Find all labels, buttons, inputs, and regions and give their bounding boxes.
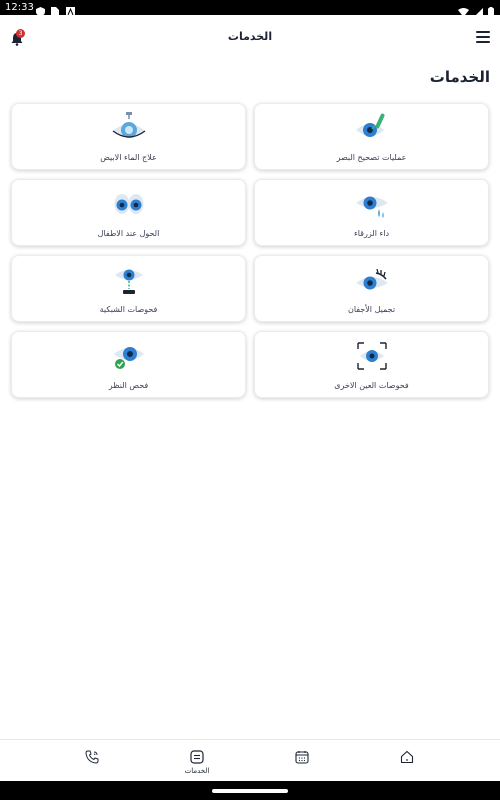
hamburger-icon-line [476, 31, 490, 33]
service-label: عمليات تصحيح البصر [336, 153, 407, 162]
service-label: فحوصات الشبكية [99, 305, 158, 314]
system-navigation-bar [0, 781, 500, 800]
service-label: فحوصات العين الاخرى [334, 381, 409, 390]
service-card-other-exams[interactable] [254, 331, 489, 398]
eye-check-icon [111, 339, 147, 373]
nav-call[interactable] [62, 740, 122, 782]
eye-glaucoma-icon [354, 187, 390, 221]
service-label: داء الزرقاء [353, 229, 390, 238]
service-card-strabismus[interactable] [11, 179, 246, 246]
menu-button[interactable] [476, 31, 490, 45]
service-label: فحص النظر [108, 381, 149, 390]
service-card-eyelid[interactable] [254, 255, 489, 322]
status-time: 12:33 [5, 2, 34, 13]
home-gesture-handle[interactable] [212, 789, 288, 793]
eyes-strabismus-icon [111, 187, 147, 221]
service-card-cataract[interactable] [11, 103, 246, 170]
service-card-vision-test[interactable] [11, 331, 246, 398]
service-label: علاج الماء الابيض [100, 153, 157, 162]
service-card-retina[interactable] [11, 255, 246, 322]
nav-home[interactable] [377, 740, 437, 782]
calendar-icon [295, 750, 309, 764]
nav-appointments[interactable] [272, 740, 332, 782]
font-icon [66, 2, 75, 12]
sim-icon [51, 2, 60, 12]
hamburger-icon-line [476, 41, 490, 43]
eye-scan-icon [354, 339, 390, 373]
nav-services[interactable] [167, 740, 227, 782]
page-title: الخدمات [429, 68, 490, 86]
app-bar-title: الخدمات [227, 30, 273, 43]
shield-icon [36, 2, 45, 12]
eye-laser-icon [354, 111, 390, 145]
service-label: تجميل الأجفان [347, 305, 396, 314]
status-bar [0, 0, 500, 15]
notification-badge: 3 [16, 29, 25, 38]
service-card-glaucoma[interactable] [254, 179, 489, 246]
hamburger-icon-line [476, 36, 490, 38]
eyelid-icon [354, 263, 390, 297]
bottom-navigation [0, 739, 500, 781]
services-icon [190, 750, 204, 764]
retina-exam-icon [111, 263, 147, 297]
service-label: الحول عند الاطفال [97, 229, 160, 238]
home-icon [400, 750, 414, 764]
service-card-vision-correction[interactable] [254, 103, 489, 170]
nav-services-label: الخدمات [184, 767, 210, 775]
phone-icon [85, 750, 99, 764]
app-bar [0, 15, 500, 61]
eye-cataract-icon [111, 111, 147, 145]
